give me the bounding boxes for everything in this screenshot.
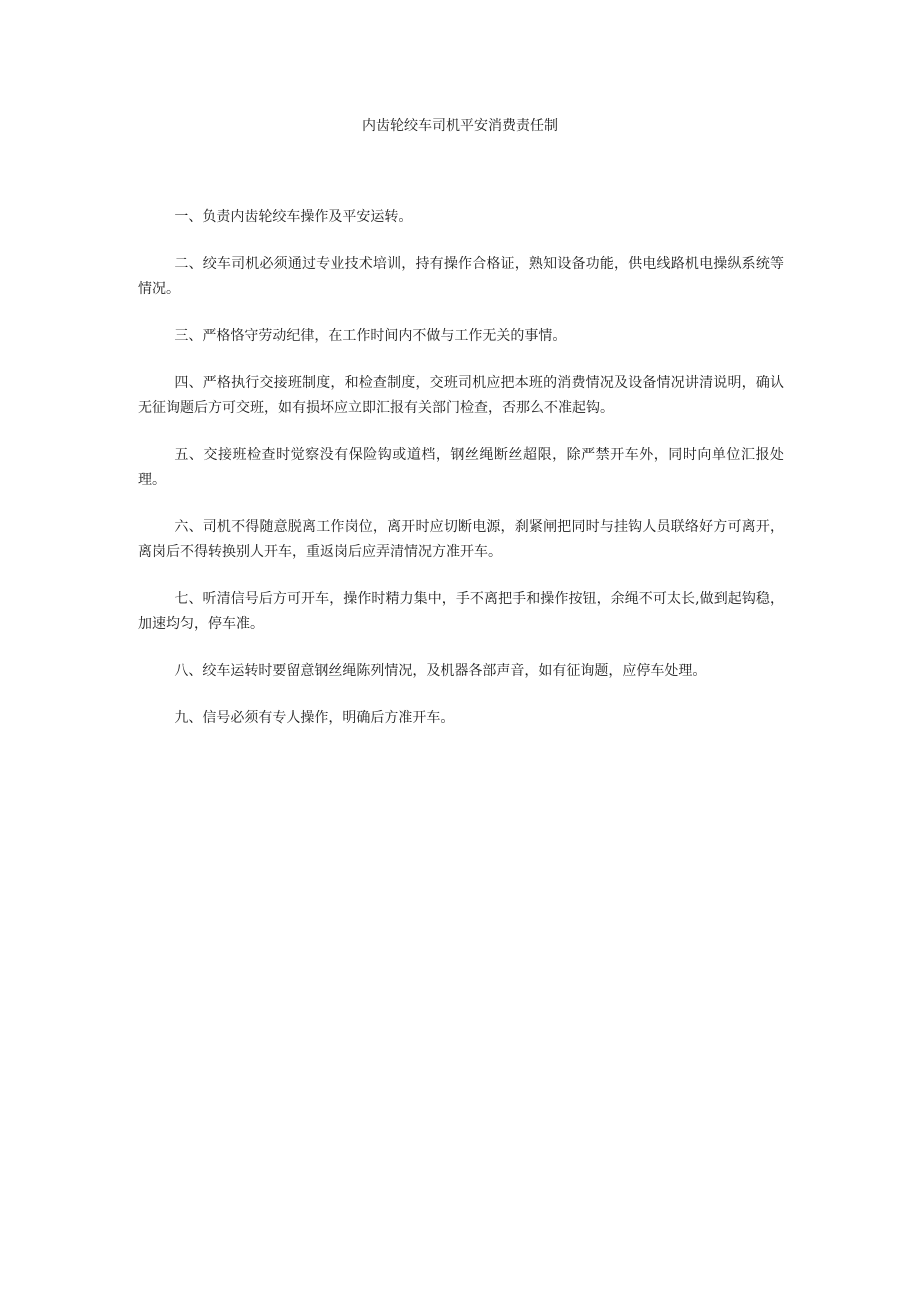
clause-2: 二、绞车司机必须通过专业技术培训，持有操作合格证，熟知设备功能，供电线路机电操纵系统等情况。 [138,256,784,297]
clause-9: 九、信号必须有专人操作，明确后方准开车。 [174,710,455,726]
document-title: 内齿轮绞车司机平安消费责任制 [362,118,558,134]
clause-8: 八、绞车运转时要留意钢丝绳陈列情况，及机器各部声音，如有征询题，应停车处理。 [174,663,707,679]
clause-7: 七、听清信号后方可开车，操作时精力集中，手不离把手和操作按钮，余绳不可太长,做到起钩稳，加速均匀，停车准。 [138,591,784,632]
clause-1: 一、负责内齿轮绞车操作及平安运转。 [174,209,413,225]
clause-5: 五、交接班检查时觉察没有保险钩或道档，钢丝绳断丝超限，除严禁开车外，同时向单位汇报处理。 [138,447,784,488]
clause-6: 六、司机不得随意脱离工作岗位，离开时应切断电源，刹紧闸把同时与挂钩人员联络好方可离开，离岗后不得转换别人开车，重返岗后应弄清情况方准开车。 [138,519,784,560]
document-body [138,205,784,753]
clause-3: 三、严格恪守劳动纪律，在工作时间内不做与工作无关的事情。 [174,328,567,344]
clause-4: 四、严格执行交接班制度，和检查制度，交班司机应把本班的消费情况及设备情况讲清说明，确认无征询题后方可交班，如有损坏应立即汇报有关部门检查，否那么不准起钩。 [138,375,784,416]
